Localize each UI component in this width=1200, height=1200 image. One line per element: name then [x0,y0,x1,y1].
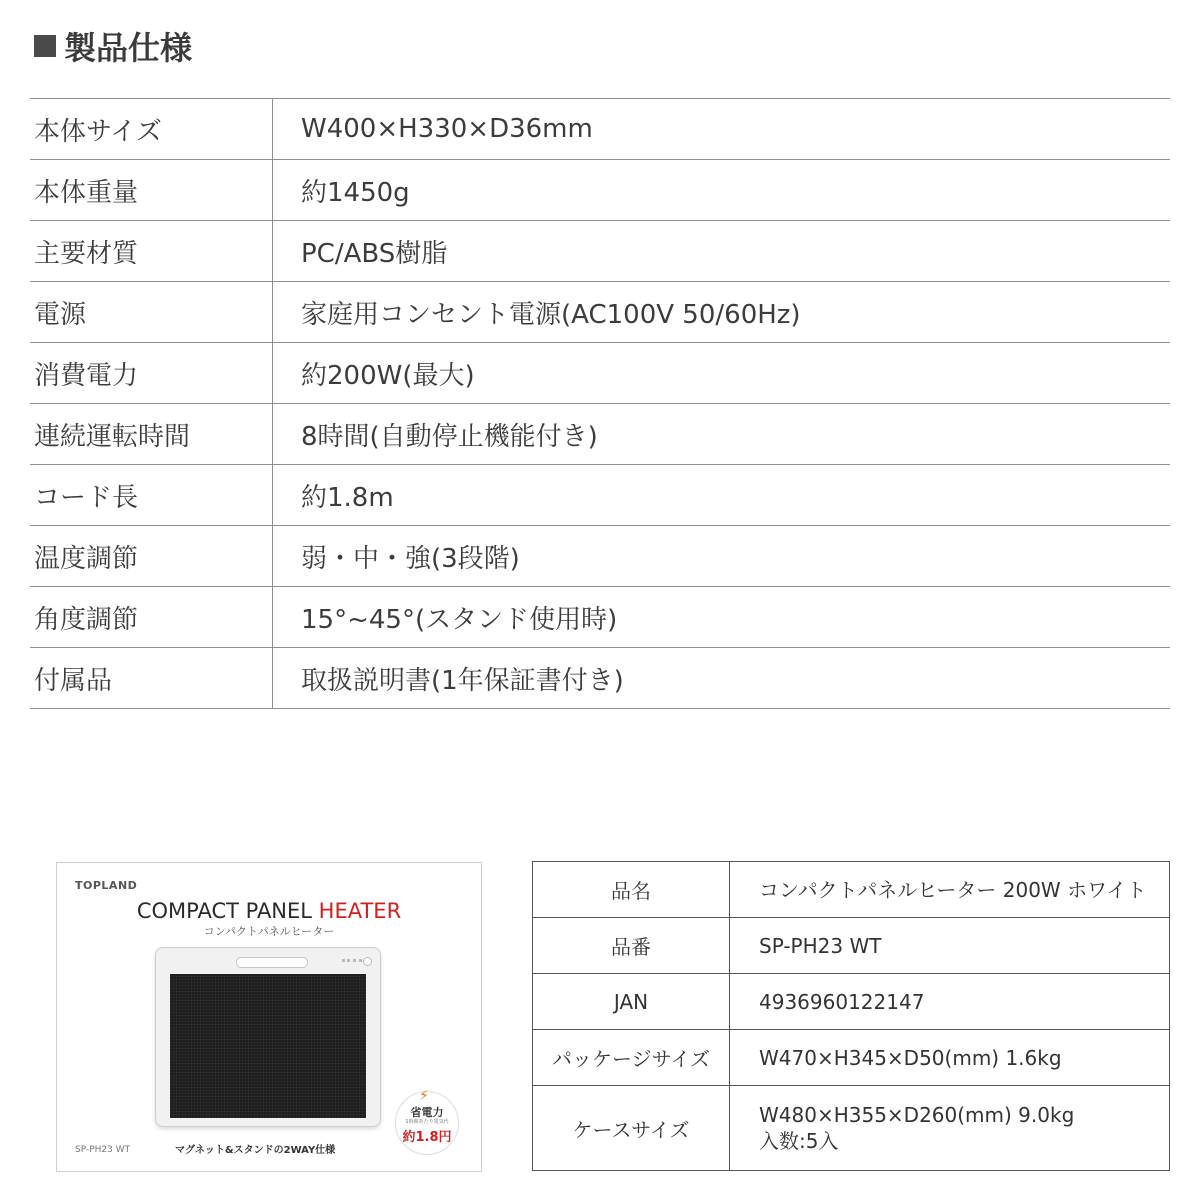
product-name-main: COMPACT PANEL [136,899,319,923]
badge-caption: 1時間あたり電気代 [405,1119,449,1125]
spec-value: 約200W(最大) [273,343,1171,404]
info-row [533,974,1170,1030]
info-label: パッケージサイズ [533,1030,730,1086]
info-value: W480×H355×D260(mm) 9.0kg [759,1103,1075,1127]
spec-row [30,587,1170,648]
heater-illustration [155,947,381,1127]
info-label: 品名 [533,862,730,918]
spec-table [30,98,1170,709]
spec-label: コード長 [30,465,273,526]
spec-value: 約1450g [273,160,1171,221]
spec-value: 取扱説明書(1年保証書付き) [273,648,1171,709]
product-name-accent: HEATER [318,899,402,923]
info-value-quantity: 入数:5入 [759,1129,839,1153]
page-title-text: 製品仕様 [64,29,193,67]
spec-label: 角度調節 [30,587,273,648]
page-title [34,26,192,66]
spec-row [30,282,1170,343]
package-model: SP-PH23 WT [75,1145,131,1155]
spec-row [30,160,1170,221]
indicator-lights [342,959,362,965]
info-row [533,1086,1170,1171]
brand-logo: TOPLAND [75,879,138,892]
spec-row [30,648,1170,709]
info-label: ケースサイズ [533,1086,730,1171]
info-value: SP-PH23 WT [730,918,1170,974]
badge-value: 約1.8円 [402,1130,452,1145]
spec-value: 家庭用コンセント電源(AC100V 50/60Hz) [273,282,1171,343]
spec-label: 電源 [30,282,273,343]
info-row [533,1030,1170,1086]
product-info-table [532,861,1170,1171]
info-label: 品番 [533,918,730,974]
lightning-icon: ⚡ [419,1088,429,1104]
package-tagline: マグネット&スタンドの2WAY仕様 [175,1145,336,1156]
power-saving-badge [395,1088,459,1155]
spec-row [30,343,1170,404]
spec-value: 8時間(自動停止機能付き) [273,404,1171,465]
spec-row [30,526,1170,587]
info-row [533,918,1170,974]
info-value-cell [730,1086,1170,1171]
product-name [57,899,481,923]
spec-label: 連続運転時間 [30,404,273,465]
spec-value: PC/ABS樹脂 [273,221,1171,282]
spec-label: 本体サイズ [30,99,273,160]
square-icon [34,35,56,57]
spec-row [30,465,1170,526]
spec-row [30,99,1170,160]
info-row [533,862,1170,918]
spec-label: 消費電力 [30,343,273,404]
handle-slot [236,957,308,968]
heater-panel [170,974,366,1118]
spec-label: 温度調節 [30,526,273,587]
spec-value: 約1.8m [273,465,1171,526]
badge-title: 省電力 [410,1106,444,1119]
spec-value: 15°~45°(スタンド使用時) [273,587,1171,648]
info-value: W470×H345×D50(mm) 1.6kg [730,1030,1170,1086]
info-value: コンパクトパネルヒーター 200W ホワイト [730,862,1170,918]
spec-value: W400×H330×D36mm [273,99,1171,160]
spec-label: 主要材質 [30,221,273,282]
power-knob [363,957,372,966]
info-label: JAN [533,974,730,1030]
spec-row [30,404,1170,465]
spec-label: 付属品 [30,648,273,709]
info-value: 4936960122147 [730,974,1170,1030]
spec-value: 弱・中・強(3段階) [273,526,1171,587]
package-image [56,862,482,1172]
product-name-kana: コンパクトパネルヒーター [203,925,335,938]
spec-label: 本体重量 [30,160,273,221]
spec-row [30,221,1170,282]
